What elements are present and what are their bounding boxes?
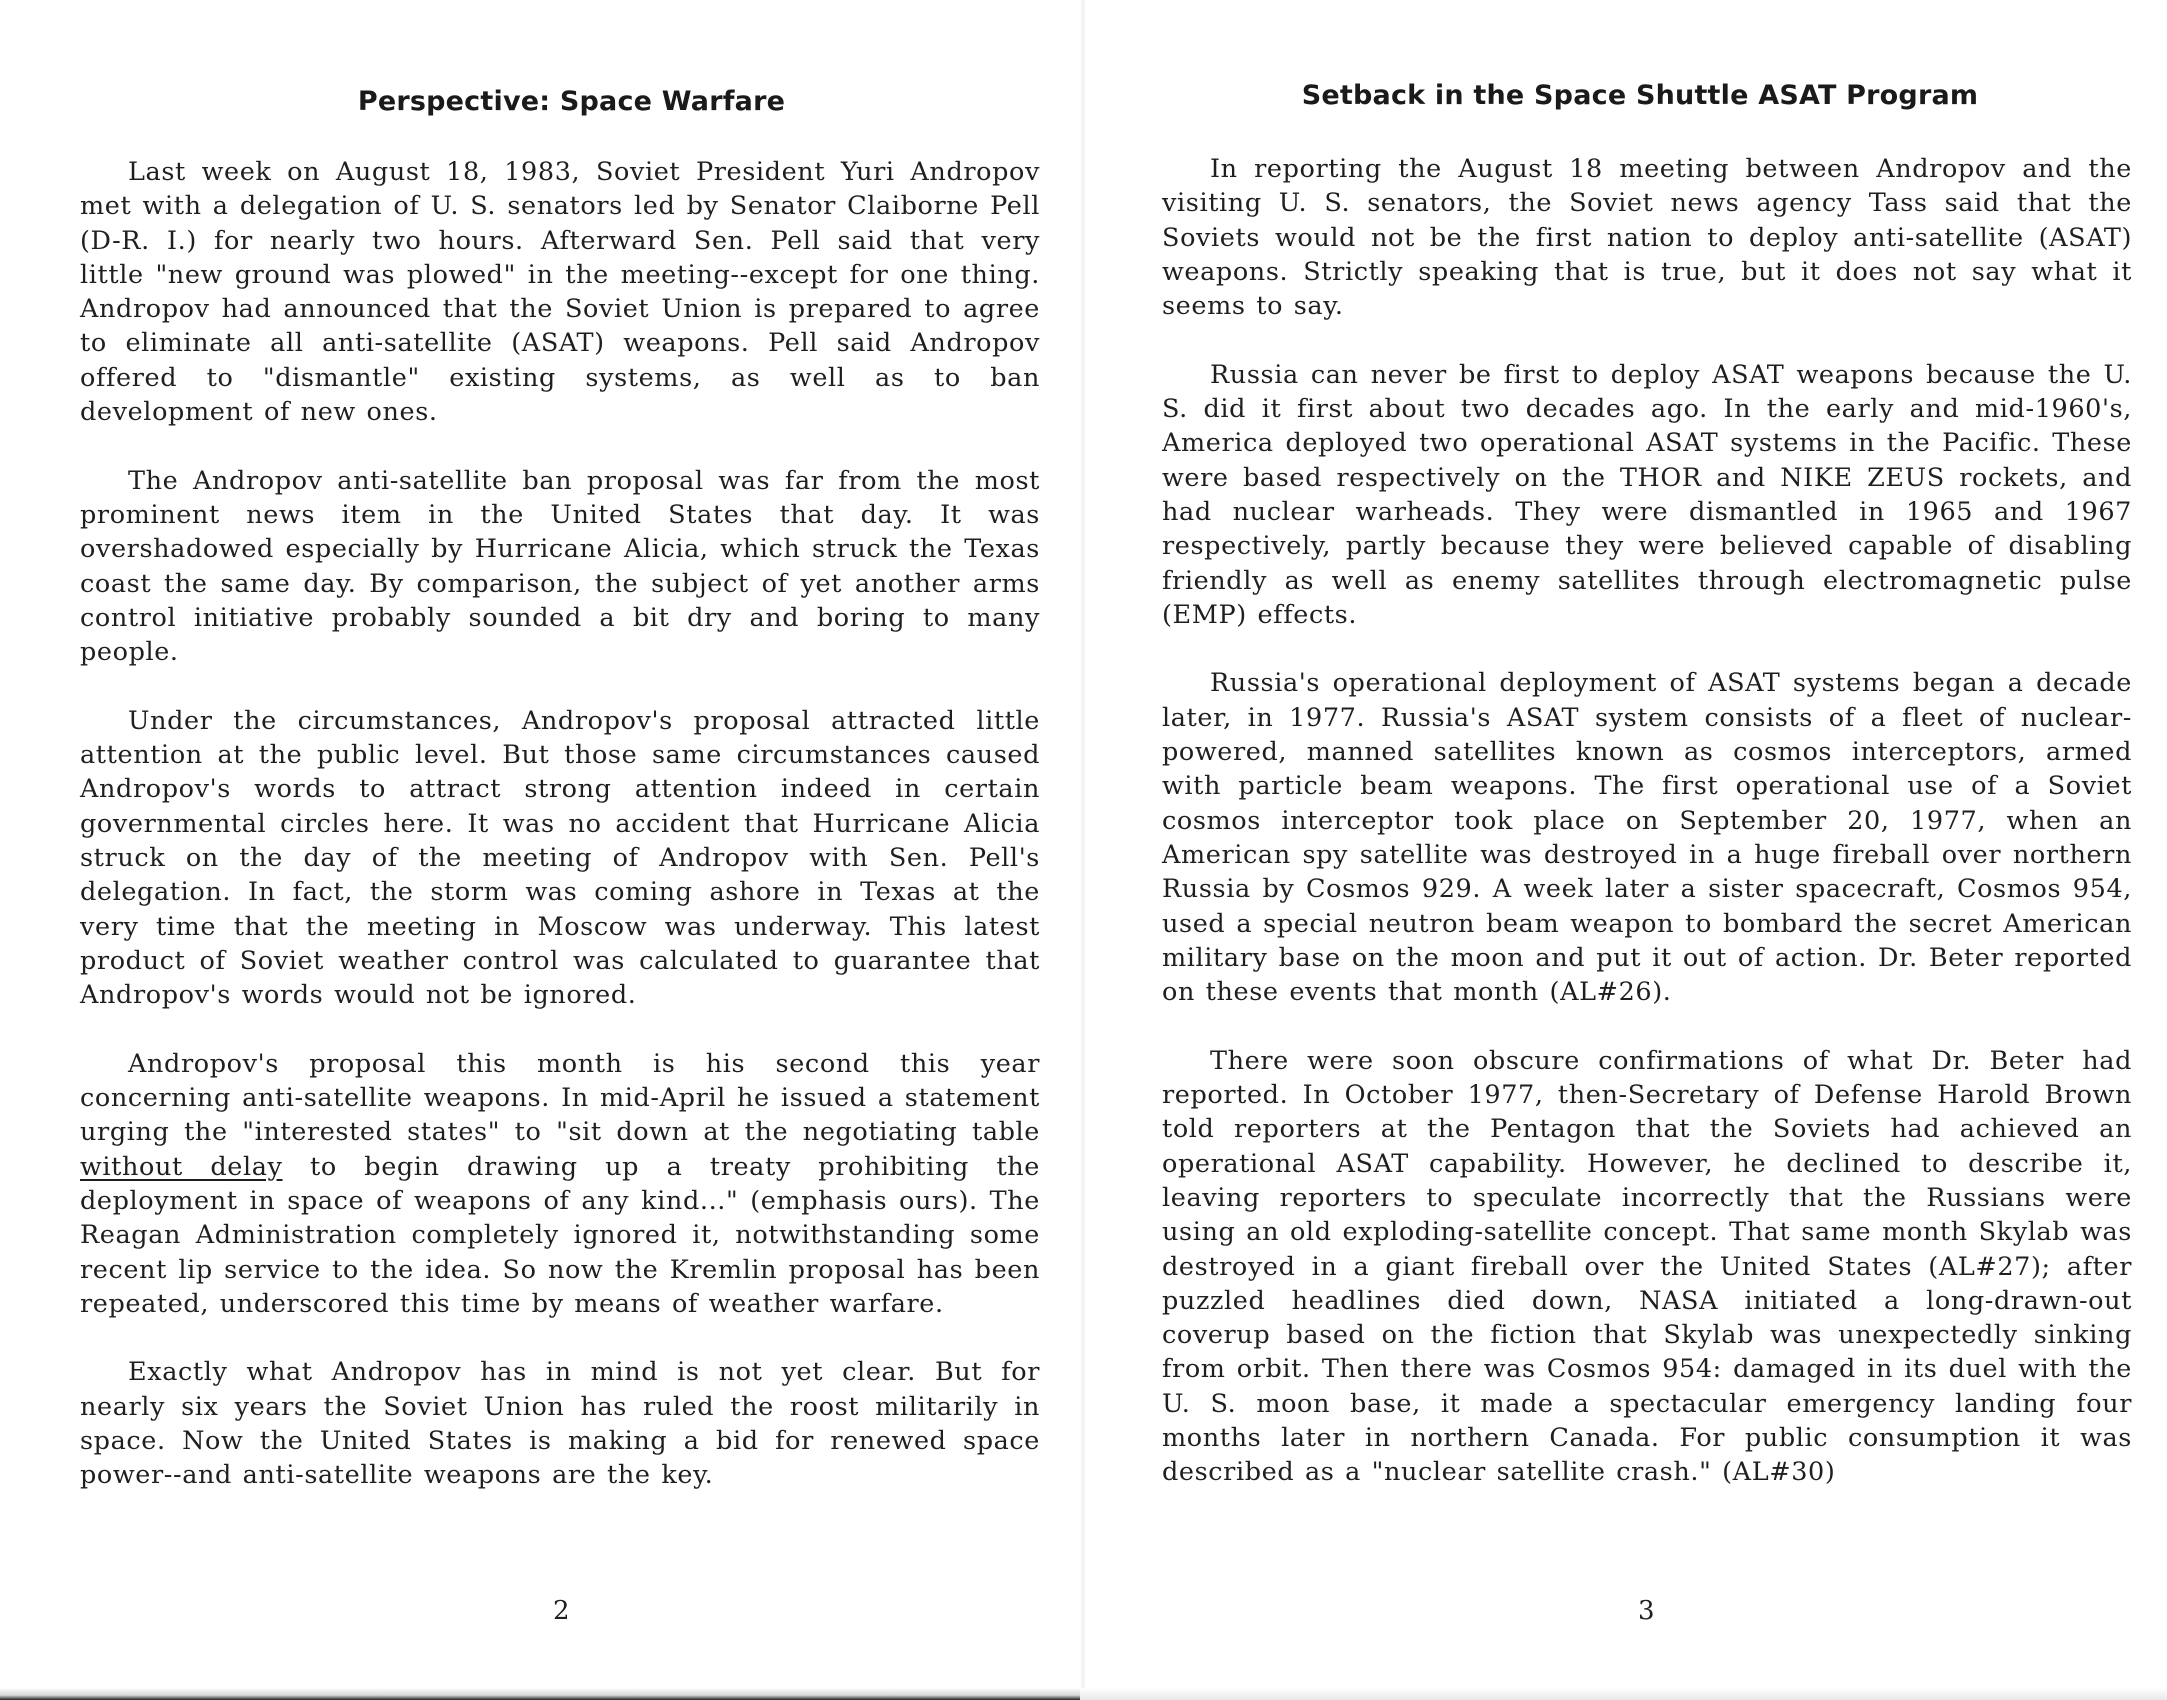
page-number: 3: [1638, 1596, 1655, 1626]
paragraph: Exactly what Andropov has in mind is not yet clear. But for nearly six years the Soviet Union has ruled the roost militarily in space. Now the United States is making a bid for renewed space power--and anti-satellite weapons are the key.: [80, 1357, 1040, 1491]
page-title: Setback in the Space Shuttle ASAT Program: [1301, 80, 1979, 111]
paragraph-text: to begin drawing up a treaty prohibiting the deployment in space of weapons of any kind..." (emphasis ours). The Reagan Administration completely ignored it, notwithstanding some recent lip service to the idea. So now the Kremlin proposal has been repeated, underscored this time by means of weather warfare.: [80, 1151, 1041, 1319]
paragraph: Russia can never be first to deploy ASAT weapons because the U. S. did it first about two decades ago. In the early and mid-1960's, America deployed two operational ASAT systems in the Pacific. These were based respectively on the THOR and NIKE ZEUS rockets, and had nuclear warheads. They were dismantled in 1965 and 1967 respectively, partly because they were believed capable of disabling friendly as well as enemy satellites through electromagnetic pulse (EMP) effects.: [1162, 359, 2132, 630]
article-body: [80, 155, 1040, 1527]
paragraph: Under the circumstances, Andropov's proposal attracted little attention at the public level. But those same circumstances caused Andropov's words to attract strong attention indeed in certain governmental circles here. It was no accident that Hurricane Alicia struck on the day of the meeting of Andropov with Sen. Pell's delegation. In fact, the storm was coming ashore in Texas at the very time that the meeting in Moscow was underway. This latest product of Soviet weather control was calculated to guarantee that Andropov's words would not be ignored.: [80, 705, 1040, 1011]
article-body: [1162, 152, 2132, 1524]
paragraph: The Andropov anti-satellite ban proposal was far from the most prominent news item in the United States that day. It was overshadowed especially by Hurricane Alicia, which struck the Texas coast the same day. By comparison, the subject of yet another arms control initiative probably sounded a bit dry and boring to many people.: [80, 465, 1040, 668]
paragraph: There were soon obscure confirmations of what Dr. Beter had reported. In October 1977, then-Secretary of Defense Harold Brown told reporters at the Pentagon that the Soviets had achieved an operational ASAT capability. However, he declined to describe it, leaving reporters to speculate incorrectly that the Russians were using an old exploding-satellite concept. That same month Skylab was destroyed in a giant fireball over the United States (AL#27); after puzzled headlines died down, NASA initiated a long-drawn-out coverup based on the fiction that Skylab was unexpectedly sinking from orbit. Then there was Cosmos 954: damaged in its duel with the U. S. moon base, it made a spectacular emergency landing four months later in northern Canada. For public consumption it was described as a "nuclear satellite crash." (AL#30): [1162, 1045, 2132, 1488]
left-page: [0, 0, 1083, 1700]
page-title: Perspective: Space Warfare: [357, 86, 786, 117]
paragraph-text: Andropov's proposal this month is his second this year concerning anti-satellite weapons. In mid-April he issued a statement urging the "interested states" to "sit down at the negotiating table: [80, 1048, 1040, 1148]
underlined-phrase: without delay: [80, 1151, 283, 1182]
paragraph: [80, 1047, 1040, 1321]
paragraph: Russia's operational deployment of ASAT systems began a decade later, in 1977. Russia's ASAT system consists of a fleet of nuclear-powered, manned satellites known as cosmos interceptors, armed with particle beam weapons. The first operational use of a Soviet cosmos interceptor took place on September 20, 1977, when an American spy satellite was destroyed in a huge fireball over northern Russia by Cosmos 929. A week later a sister spacecraft, Cosmos 954, used a special neutron beam weapon to bombard the secret American military base on the moon and put it out of action. Dr. Beter reported on these events that month (AL#26).: [1162, 668, 2132, 1008]
scan-bottom-edge: [1080, 1688, 2167, 1700]
page-number: 2: [553, 1596, 570, 1626]
paragraph: Last week on August 18, 1983, Soviet President Yuri Andropov met with a delegation of U. S. senators led by Senator Claiborne Pell (D-R. I.) for nearly two hours. Afterward Sen. Pell said that very little "new ground was plowed" in the meeting--except for one thing. Andropov had announced that the Soviet Union is prepared to agree to eliminate all anti-satellite (ASAT) weapons. Pell said Andropov offered to "dismantle" existing systems, as well as to ban development of new ones.: [80, 157, 1040, 428]
right-page: [1083, 0, 2167, 1700]
paragraph: In reporting the August 18 meeting between Andropov and the visiting U. S. senators, the Soviet news agency Tass said that the Soviets would not be the first nation to deploy anti-satellite (ASAT) weapons. Strictly speaking that is true, but it does not say what it seems to say.: [1162, 154, 2132, 322]
